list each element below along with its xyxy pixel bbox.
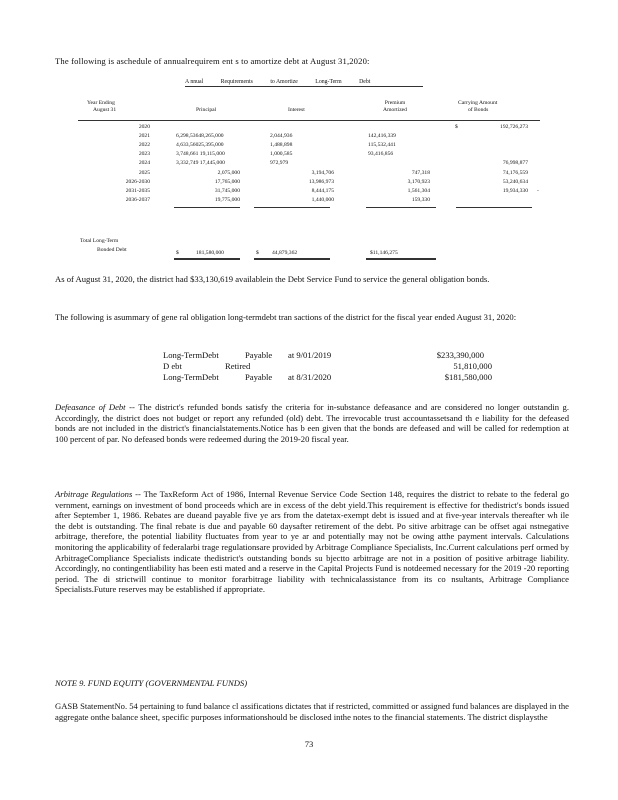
total-dollar-interest: $ — [256, 250, 259, 256]
row-interest: 1,488,898 — [270, 142, 293, 149]
para-gasb: GASB StatementNo. 54 pertaining to fund balance cl assifications dictates that if restricted, committed or assigned fund balances are displayed in the aggregate onthe balance sheet, specific purposes informationshould be disclosed inthe notes to the financial statements. The district displaysthe — [55, 701, 569, 722]
row-interest: 972,979 — [270, 160, 289, 167]
total-interest: 44,879,362 — [272, 250, 298, 256]
row-interest: 13,986,973 — [308, 178, 334, 185]
row-carrying: 192,726,273 — [500, 124, 528, 130]
summary-mid: Payable — [245, 350, 273, 360]
note-9-heading: NOTE 9. FUND EQUITY (GOVERNMENTAL FUNDS) — [55, 678, 248, 688]
row-premium: 747,318 — [411, 169, 430, 176]
total-label-line1: Total Long-Term — [80, 238, 119, 244]
row-interest: 2,044,936 — [270, 133, 293, 140]
row-carrying: 76,998,877 — [502, 160, 528, 167]
total-dollar-principal: $ — [176, 250, 179, 256]
row-premium: 3,170,923 — [407, 178, 430, 185]
subtotal-rule — [174, 207, 240, 208]
subtotal-rule — [366, 207, 436, 208]
row-premium: 93,416,856 — [368, 151, 394, 158]
col-header-premium: Premium Amortized — [383, 100, 407, 113]
total-label-line2: Bonded Debt — [97, 247, 127, 253]
row-carrying: 53,240,634 — [502, 178, 528, 185]
row-interest: 1,000,585 — [270, 151, 293, 158]
total-premium: $11,146,275 — [370, 250, 398, 256]
summary-amount: $233,390,000 — [436, 350, 484, 360]
row-principal: 17,765,000 — [214, 178, 240, 185]
row-year: 2036-2037 — [125, 196, 150, 203]
summary-label: Long-TermDebt — [163, 350, 219, 360]
row-principal: 3,748,661 19,115,000 — [176, 151, 225, 158]
defeasance-title: Defeasance of Debt — [55, 402, 126, 412]
row-principal: 31,745,000 — [214, 187, 240, 194]
total-underline-premium — [366, 258, 436, 260]
row-premium: 115,532,441 — [368, 142, 396, 149]
row-carrying: 74,176,559 — [502, 169, 528, 176]
summary-mid: Retired — [225, 361, 251, 371]
group-header-word: Debt — [359, 79, 371, 85]
arbitrage-title: Arbitrage Regulations — [55, 489, 133, 499]
summary-date: at 9/01/2019 — [288, 350, 332, 360]
subtotal-rule — [254, 207, 330, 208]
subtotal-rule — [456, 207, 532, 208]
defeasance-body: -- The district's refunded bonds satisfy the criteria for in-substance defeasance and are considered no longer outstandin g. Accordingly, the district does not budget or report any refunded (old) debt. The irrevocable trust accountassetsand th e liability for the defeased bonds are not included in the district's financialstatements.Notice has b een given that the bonds are defeased and will be called for redemption at 100 percent of par. No defeased bonds were redeemed during the 2019-20 fiscal year. — [55, 402, 569, 444]
row-year: 2025 — [138, 169, 150, 176]
col-header-interest: Interest — [288, 107, 305, 113]
row-year: 2020 — [138, 124, 150, 130]
row-premium: 142,416,339 — [368, 133, 396, 140]
row-year: 2031-2035 — [125, 187, 150, 194]
row-principal: 4,633,56025,395,000 — [176, 142, 224, 149]
row-carrying: 19,934,330 — [502, 187, 528, 194]
row-principal: 6,298,53648,265,000 — [176, 133, 224, 140]
total-underline-interest — [254, 258, 330, 260]
row-principal: 19,775,000 — [214, 196, 240, 203]
col-header-principal: Principal — [196, 107, 217, 113]
row-principal: 3,332,749 17,445,000 — [176, 160, 225, 167]
summary-label: Long-TermDebt — [163, 372, 219, 382]
row-dash: - — [537, 187, 539, 194]
para-defeasance — [55, 402, 569, 444]
row-principal: 2,075,000 — [217, 169, 240, 176]
summary-amount: $181,580,000 — [444, 372, 492, 382]
row-dollar: $ — [455, 124, 458, 130]
page-number: 73 — [304, 739, 314, 749]
para-available-funds: As of August 31, 2020, the district had $33,130,619 availablein the Debt Service Fund to service the general obligation bonds. — [55, 274, 490, 284]
row-interest: 8,444,175 — [311, 187, 334, 194]
row-year: 2023 — [138, 151, 150, 158]
arbitrage-body: -- The TaxReform Act of 1986, Internal Revenue Service Code Section 148, requires the district to rebate to the federal go vernment, earnings on investment of bond proceeds which are in excess of the debt yield.This requirement is effective for thedistrict's bonds issued after September 1, 1986. Rebates are dueand payable five ye ars from the datetax-exempt debt is issued and at five-year intervals thereafter wh ile the debt is outstanding. The final rebate is due and payable 60 daysafter retirement of the debt. Po sitive arbitrage can be offset agai nstnegative arbitrage, therefore, the potential liability fluctuates from year to ye ar and potentially may not be owing atthe payment intervals. Calculations monitoring the applicability of federalarbi trage regulationsare provided by Arbitrage Compliance Specialists, Inc.Current calculations perf ormed by ArbitrageCompliance Specialists indicate thedistrict's outstanding bonds su bjectto arbitrage are not in a position of positive arbitrage liability. Accordingly, no contingentliability has been esti mated and a reserve in the Capital Projects Fund is notdeemed necessary for the 2019 -20 reporting period. The di strictwill continue to monitor forarbitrage liability with technicalassistance from its co nsultants, Arbitrage Compliance Specialists.Future reserves may be established if appropriate. — [55, 489, 569, 595]
col-header-year: Year Ending August 31 — [87, 100, 117, 113]
row-premium: 1,561,304 — [407, 187, 430, 194]
group-header-word: Long-Term — [315, 79, 342, 85]
row-year: 2021 — [138, 133, 150, 140]
para-arbitrage — [55, 489, 569, 595]
table-group-header — [185, 79, 423, 87]
col-header-carrying: Carrying Amount of Bonds — [458, 100, 498, 113]
summary-amount: 51,810,000 — [453, 361, 492, 371]
group-header-word: A nnual — [185, 79, 204, 85]
summary-label: D ebt — [163, 361, 182, 371]
schedule-intro: The following is aschedule of annualrequirem ent s to amortize debt at August 31,2020: — [55, 56, 370, 66]
row-interest: 1,440,000 — [311, 196, 334, 203]
row-year: 2022 — [138, 142, 150, 149]
group-header-word: Requirements — [220, 79, 253, 85]
summary-mid: Payable — [245, 372, 273, 382]
para-debt-summary-intro: The following is asummary of gene ral obligation long-termdebt tran sactions of the district for the fiscal year ended August 31, 2020: — [55, 312, 517, 322]
row-interest: 3,194,706 — [311, 169, 334, 176]
total-underline-principal — [174, 258, 240, 260]
table-header-rule — [78, 120, 540, 121]
group-header-word: to Amortize — [270, 79, 298, 85]
row-year: 2026-2030 — [125, 178, 150, 185]
summary-date: at 8/31/2020 — [288, 372, 332, 382]
total-principal: 181,580,000 — [196, 250, 224, 256]
row-premium: 159,330 — [411, 196, 430, 203]
row-year: 2024 — [138, 160, 150, 167]
